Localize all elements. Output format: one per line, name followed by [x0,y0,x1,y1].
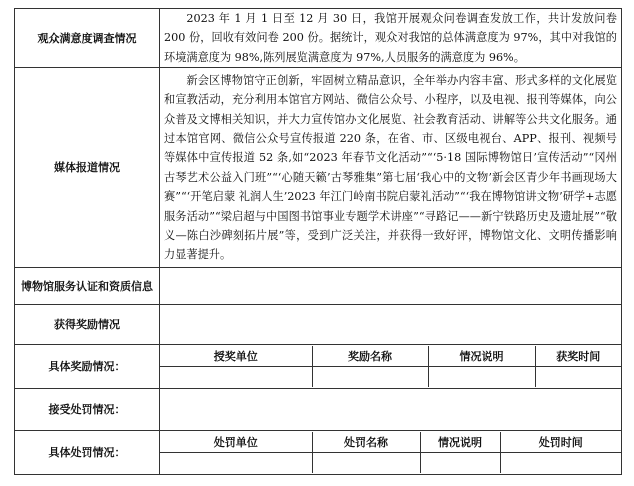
award-cell-desc [428,367,535,388]
survey-label: 观众满意度调查情况 [15,9,160,68]
media-row [15,68,622,268]
award-details-table [160,346,621,387]
survey-text-cell [160,9,622,68]
survey-row [15,9,622,68]
media-text-cell [160,68,622,268]
penalty-header-row [160,432,621,453]
award-header-desc: 情况说明 [428,346,535,367]
penalties-value [160,389,622,431]
certification-label: 博物馆服务认证和资质信息 [15,268,160,305]
media-label: 媒体报道情况 [15,68,160,268]
survey-text: 2023 年 1 月 1 日至 12 月 30 日，我馆开展观众问卷调查发放工作，共计发放问卷 200 份，回收有效问卷 200 份。据统计，观众对我馆的总体满意度为 97%，其中对我馆的环境满意度为 98%,陈列展览满意度为 97%,人员服务的满意度为 96%。 [164,12,617,64]
penalty-cell-unit [160,453,312,474]
penalty-empty-row [160,453,621,474]
awards-row [15,305,622,345]
penalty-header-desc: 情况说明 [420,432,500,453]
penalties-row [15,389,622,431]
penalty-details-label: 具体处罚情况： [15,431,160,475]
penalties-label: 接受处罚情况： [15,389,160,431]
award-empty-row [160,367,621,388]
award-header-unit: 授奖单位 [160,346,312,367]
penalty-header-unit: 处罚单位 [160,432,312,453]
certification-row [15,268,622,305]
award-header-name: 奖励名称 [312,346,428,367]
award-cell-time [535,367,621,388]
penalty-cell-time [500,453,621,474]
penalty-cell-name [312,453,420,474]
award-header-time: 获奖时间 [535,346,621,367]
awards-value [160,305,622,345]
award-header-row [160,346,621,367]
award-details-label: 具体奖励情况： [15,345,160,389]
penalty-header-time: 处罚时间 [500,432,621,453]
media-text: 新会区博物馆守正创新，牢固树立精品意识，全年举办内容丰富、形式多样的文化展览和宣教活动，充分利用本馆官方网站、微信公众号、小程序，以及电视、报刊等媒体，向公众普及文博相关知识，并大力宣传馆办文化展览、社会教育活动、讲解等公共文化服务。通过本馆官网、微信公众号宣传报道 220 条，在省、市、区级电视台、APP、报刊、视频号等媒体中宣传报道 52 条,如“2023 年春节文化活动”“‘5·18 国际博物馆日’宣传活动”“冈州古琴艺术公益入门班”“‘心随天籁’古琴雅集”第七届‘我心中的文物’新会区青少年书画现场大赛”“‘开笔启蒙 礼润人生’2023 年江门岭南书院启蒙礼活动”“‘我在博物馆讲文物’研学+志愿服务活动”“梁启超与中国图书馆事业专题学术讲座”“寻路记——新宁铁路历史及遗址展”“敬义—陈白沙碑刻拓片展”等，受到广泛关注，并获得一致好评，博物馆文化、文明传播影响力显著提升。 [164,73,617,262]
award-cell-unit [160,367,312,388]
penalty-details-table [160,432,621,473]
penalty-cell-desc [420,453,500,474]
award-cell-name [312,367,428,388]
annual-report-table [14,8,622,475]
award-details-row [15,345,622,389]
penalty-header-name: 处罚名称 [312,432,420,453]
penalty-details-row [15,431,622,475]
awards-label: 获得奖励情况 [15,305,160,345]
penalty-details-cell [160,431,622,475]
award-details-cell [160,345,622,389]
certification-value [160,268,622,305]
